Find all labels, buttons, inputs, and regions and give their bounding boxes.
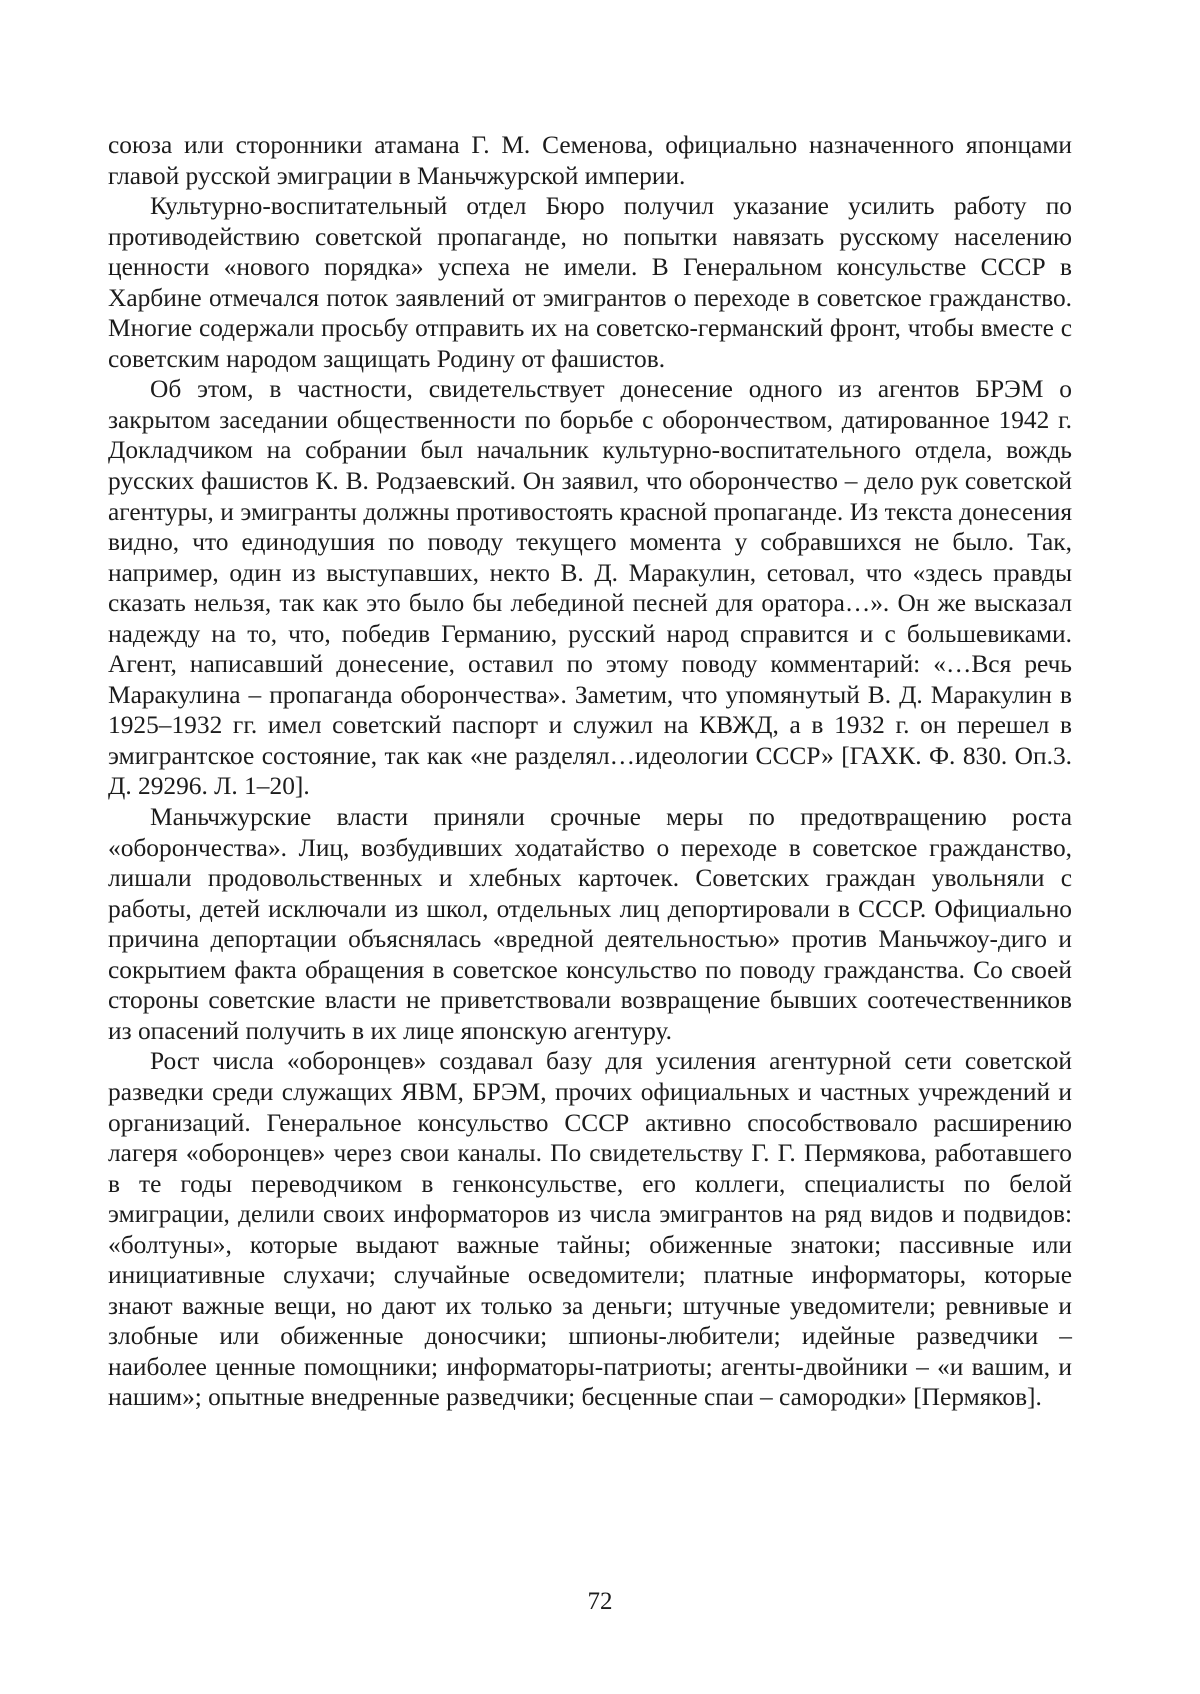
paragraph-soviet-intelligence: Рост числа «оборонцев» создавал базу для усиления агентурной сети советской разведки среди служащих ЯВМ, БРЭМ, прочих официальных и частных учреждений и организаций. Генеральное консульство СССР активно способствовало расширению лагеря «оборонцев» через свои каналы. По свидетельству Г. Г. Пермякова, работавшего в те годы переводчиком в генконсульстве, его коллеги, специалисты по белой эмиграции, делили своих информаторов из числа эмигрантов на ряд видов и подвидов: «болтуны», которые выдают важные тайны; обиженные знатоки; пассивные или инициативные слухачи; случайные осведомители; платные информаторы, которые знают важные вещи, но дают их только за деньги; штучные уведомители; ревнивые и злобные или обиженные доносчики; шпионы-любители; идейные разведчики – наиболее ценные помощники; информаторы-патриоты; агенты-двойники – «и вашим, и нашим»; опытные внедренные разведчики; бесценные спаи – самородки» [Пермяков]. bbox=[108, 1047, 1072, 1412]
paragraph-continuation: союза или сторонники атамана Г. М. Семенова, официально назначенного японцами главой русской эмиграции в Маньчжурской империи. bbox=[108, 131, 1072, 190]
page-body bbox=[108, 130, 1072, 1413]
paragraph-cultural-department: Культурно-воспитательный отдел Бюро получил указание усилить работу по противодействию советской пропаганде, но попытки навязать русскому населению ценности «нового порядка» успеха не имели. В Генеральном консульстве СССР в Харбине отмечался поток заявлений от эмигрантов о переходе в советское гражданство. Многие содержали просьбу отправить их на советско-германский фронт, чтобы вместе с советским народом защищать Родину от фашистов. bbox=[108, 192, 1072, 373]
paragraph-manchurian-measures: Маньчжурские власти приняли срочные меры по предотвращению роста «оборончества». Лиц, возбудивших ходатайство о переходе в советское гражданство, лишали продовольственных и хлебных карточек. Советских граждан увольняли с работы, детей исключали из школ, отдельных лиц депортировали в СССР. Официально причина депортации объяснялась «вредной деятельностью» против Маньчжоу-диго и сокрытием факта обращения в советское консульство по поводу гражданства. Со своей стороны советские власти не приветствовали возвращение бывших соотечественников из опасений получить в их лице японскую агентуру. bbox=[108, 803, 1072, 1045]
paragraph-agent-report: Об этом, в частности, свидетельствует донесение одного из агентов БРЭМ о закрытом заседании общественности по борьбе с оборончеством, датированное 1942 г. Докладчиком на собрании был начальник культурно-воспитательного отдела, вождь русских фашистов К. В. Родзаевский. Он заявил, что оборончество – дело рук советской агентуры, и эмигранты должны противостоять красной пропаганде. Из текста донесения видно, что единодушия по поводу текущего момента у собравшихся не было. Так, например, один из выступавших, некто В. Д. Маракулин, сетовал, что «здесь правды сказать нельзя, так как это было бы лебединой песней для оратора…». Он же высказал надежду на то, что, победив Германию, русский народ справится и с большевиками. Агент, написавший донесение, оставил по этому поводу комментарий: «…Вся речь Маракулина – пропаганда оборончества». Заметим, что упомянутый В. Д. Маракулин в 1925–1932 гг. имел советский паспорт и служил на КВЖД, а в 1932 г. он перешел в эмигрантское состояние, так как «не разделял…идеологии СССР» [ГАХК. Ф. 830. Оп.3. Д. 29296. Л. 1–20]. bbox=[108, 375, 1072, 801]
page-number: 72 bbox=[587, 1588, 613, 1615]
